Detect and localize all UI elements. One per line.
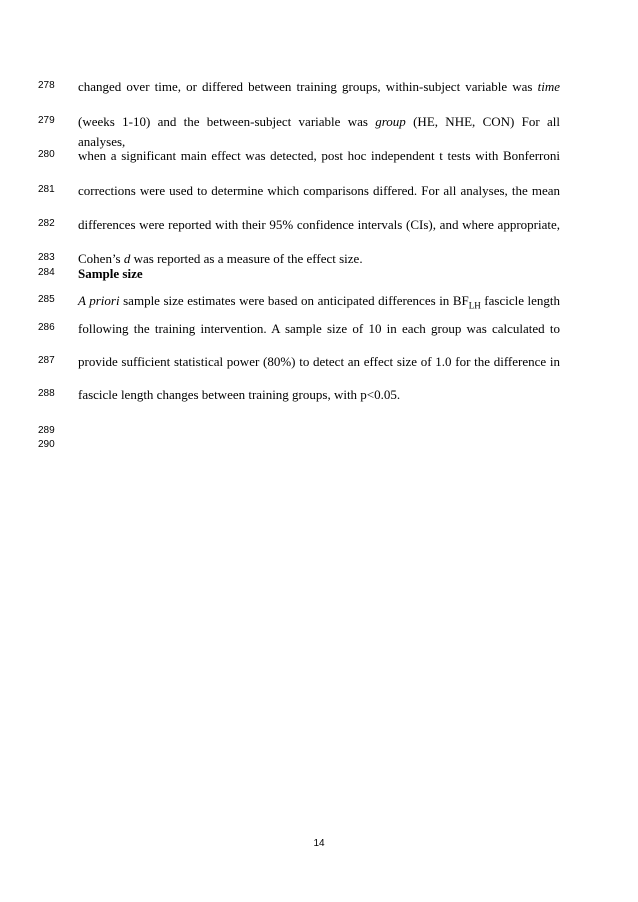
text-segment: (HE, NHE, CON) For all analyses,	[78, 114, 560, 149]
line-text	[78, 319, 560, 339]
line-number: 279	[38, 115, 55, 126]
text-segment: Cohen’s	[78, 251, 124, 266]
text-segment: differences were reported with their 95% confidence intervals (CIs), and where appropriate,	[78, 217, 560, 232]
line-number: 282	[38, 218, 55, 229]
subscript: LH	[468, 300, 481, 311]
line-number: 286	[38, 322, 55, 333]
section-heading-line	[0, 264, 638, 284]
line-text	[78, 215, 560, 235]
line-number: 280	[38, 149, 55, 160]
line-number: 284	[38, 267, 55, 278]
text-segment: sample size estimates were based on anticipated differences in BF	[119, 293, 469, 308]
text-segment: provide sufficient statistical power (80%) to detect an effect size of 1.0 for the difference in	[78, 354, 560, 369]
italic-term: time	[537, 79, 560, 94]
line-number: 281	[38, 184, 55, 195]
text-line	[0, 385, 638, 405]
text-line	[0, 181, 638, 201]
text-line	[0, 291, 638, 311]
line-number: 287	[38, 355, 55, 366]
line-text	[78, 352, 560, 372]
italic-term: d	[123, 251, 131, 266]
text-segment: fascicle length	[480, 293, 561, 308]
text-segment: fascicle length changes between training groups, with p<0.05.	[78, 387, 401, 402]
line-text	[78, 291, 560, 316]
line-number: 290	[38, 439, 55, 450]
text-segment: when a significant main effect was detected, post hoc independent t tests with Bonferroni	[78, 148, 560, 163]
line-text	[78, 146, 560, 166]
text-line	[0, 436, 638, 456]
text-segment: (weeks 1-10) and the between-subject variable was	[78, 114, 376, 129]
italic-term: group	[375, 114, 406, 129]
italic-term: A priori	[78, 293, 120, 308]
text-line	[0, 319, 638, 339]
line-number: 283	[38, 252, 55, 263]
line-text	[78, 181, 560, 201]
text-line	[0, 146, 638, 166]
text-line	[0, 215, 638, 235]
line-text	[78, 77, 560, 97]
line-text	[78, 385, 560, 405]
line-number: 288	[38, 388, 55, 399]
section-heading: Sample size	[78, 266, 143, 281]
line-number: 278	[38, 80, 55, 91]
text-line	[0, 112, 638, 149]
line-number: 285	[38, 294, 55, 305]
text-line	[0, 77, 638, 97]
text-segment: following the training intervention. A sample size of 10 in each group was calculated to	[78, 321, 560, 336]
line-number: 289	[38, 425, 55, 436]
text-segment: corrections were used to determine which comparisons differed. For all analyses, the mean	[78, 183, 560, 198]
text-segment: changed over time, or differed between training groups, within-subject variable was	[78, 79, 538, 94]
text-line	[0, 352, 638, 372]
text-segment: was reported as a measure of the effect size.	[130, 251, 363, 266]
page-number: 14	[313, 838, 325, 849]
